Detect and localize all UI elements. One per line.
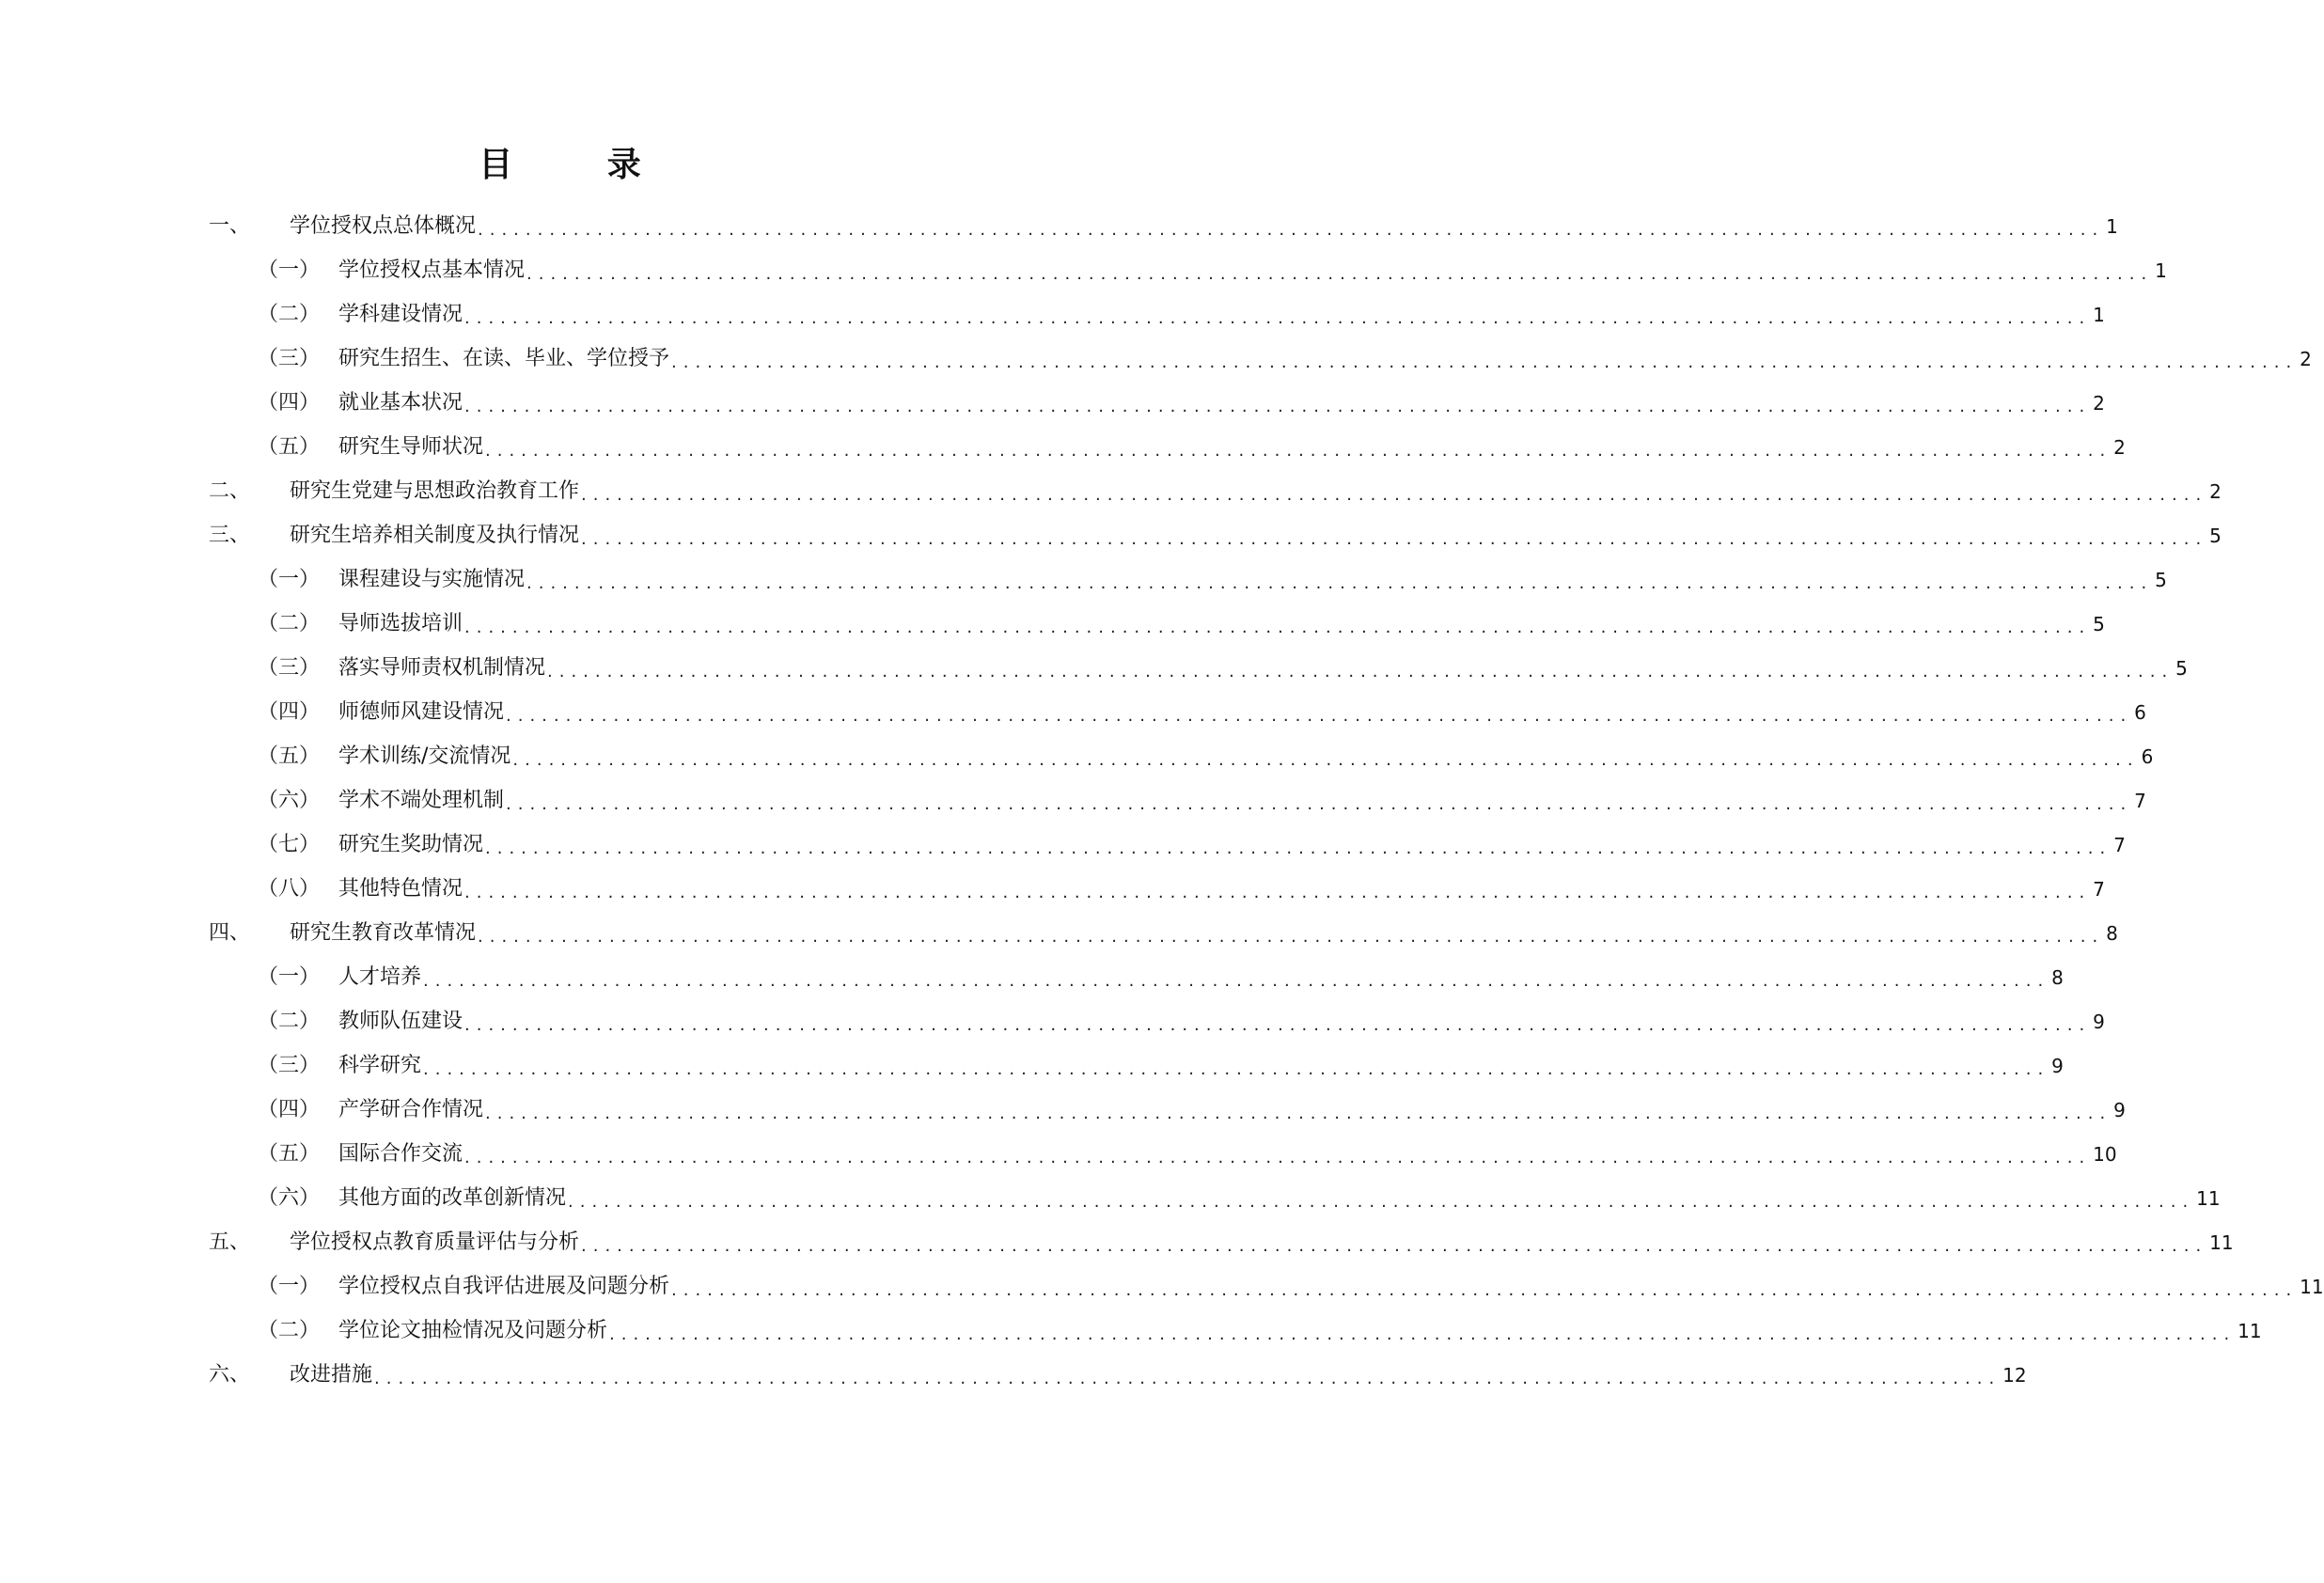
toc-entry-section[interactable] bbox=[209, 345, 2312, 389]
toc-page-number: 5 bbox=[2093, 613, 2105, 635]
toc-entry-label: 学科建设情况 bbox=[338, 303, 463, 326]
toc-entry-section[interactable] bbox=[209, 610, 2105, 654]
toc-entry-label: 研究生教育改革情况 bbox=[290, 921, 477, 945]
toc-entry-number: 二、 bbox=[209, 479, 251, 503]
toc-entry-section[interactable] bbox=[209, 654, 2188, 698]
toc-entry-number: （八） bbox=[258, 877, 321, 901]
toc-dot-leader: ........................................................................................................................................ bbox=[512, 750, 2140, 770]
toc-entry-label: 其他特色情况 bbox=[338, 877, 463, 901]
toc-page-number: 11 bbox=[2238, 1320, 2262, 1342]
toc-entry-number: （四） bbox=[258, 1098, 321, 1121]
toc-page-number: 12 bbox=[2002, 1364, 2027, 1387]
toc-entry-section[interactable] bbox=[209, 1008, 2105, 1052]
toc-entry-number: （二） bbox=[258, 303, 321, 326]
toc-dot-leader: ........................................................................................................................................ bbox=[485, 1104, 2112, 1123]
toc-page-number: 2 bbox=[2300, 348, 2312, 370]
toc-entry-label: 课程建设与实施情况 bbox=[338, 568, 526, 591]
toc-page-number: 7 bbox=[2134, 790, 2146, 812]
toc-dot-leader: ........................................................................................................................................ bbox=[671, 353, 2299, 372]
toc-dot-leader: ........................................................................................................................................ bbox=[464, 1015, 2092, 1035]
toc-entry-number: （三） bbox=[258, 656, 321, 680]
toc-dot-leader: ........................................................................................................................................ bbox=[581, 529, 2208, 549]
toc-entry-section[interactable] bbox=[209, 1317, 2262, 1361]
toc-dot-leader: ........................................................................................................................................ bbox=[526, 573, 2154, 593]
toc-entry-number: （二） bbox=[258, 612, 321, 635]
toc-entry-section[interactable] bbox=[209, 389, 2105, 433]
toc-dot-leader: ........................................................................................................................................ bbox=[478, 220, 2105, 240]
toc-dot-leader: ........................................................................................................................................ bbox=[464, 883, 2092, 902]
toc-entry-section[interactable] bbox=[209, 301, 2105, 345]
toc-dot-leader: ........................................................................................................................................ bbox=[506, 706, 2133, 726]
toc-entry-number: （一） bbox=[258, 1275, 321, 1298]
toc-entry-chapter[interactable] bbox=[209, 1361, 2027, 1405]
toc-entry-label: 科学研究 bbox=[338, 1054, 422, 1077]
toc-entry-label: 研究生招生、在读、毕业、学位授予 bbox=[338, 347, 670, 370]
toc-entry-label: 学术训练/交流情况 bbox=[338, 744, 511, 768]
toc-dot-leader: ........................................................................................................................................ bbox=[423, 1059, 2050, 1079]
toc-dot-leader: ........................................................................................................................................ bbox=[609, 1324, 2237, 1344]
table-of-contents bbox=[209, 212, 2324, 1405]
toc-entry-number: 六、 bbox=[209, 1363, 251, 1387]
toc-dot-leader: ........................................................................................................................................ bbox=[464, 397, 2092, 416]
toc-entry-section[interactable] bbox=[209, 743, 2154, 787]
toc-entry-number: 三、 bbox=[209, 524, 251, 547]
toc-entry-number: （五） bbox=[258, 435, 321, 459]
toc-entry-number: （二） bbox=[258, 1319, 321, 1342]
toc-entry-section[interactable] bbox=[209, 433, 2126, 478]
toc-entry-number: （三） bbox=[258, 347, 321, 370]
toc-page-number: 9 bbox=[2093, 1011, 2105, 1033]
toc-entry-label: 学位授权点自我评估进展及问题分析 bbox=[338, 1275, 670, 1298]
toc-dot-leader: ........................................................................................................................................ bbox=[478, 927, 2105, 947]
toc-page-number: 2 bbox=[2093, 392, 2105, 415]
toc-entry-section[interactable] bbox=[209, 1096, 2126, 1140]
toc-page-number: 7 bbox=[2113, 834, 2126, 856]
toc-entry-section[interactable] bbox=[209, 787, 2146, 831]
toc-dot-leader: ........................................................................................................................................ bbox=[374, 1369, 2002, 1388]
toc-entry-label: 就业基本状况 bbox=[338, 391, 463, 415]
toc-page-number: 6 bbox=[2141, 745, 2154, 768]
toc-entry-chapter[interactable] bbox=[209, 212, 2118, 257]
toc-entry-label: 落实导师责权机制情况 bbox=[338, 656, 546, 680]
toc-page-number: 8 bbox=[2051, 966, 2064, 989]
toc-entry-label: 改进措施 bbox=[290, 1363, 373, 1387]
toc-dot-leader: ........................................................................................................................................ bbox=[485, 441, 2112, 461]
toc-page-number: 5 bbox=[2155, 569, 2167, 591]
toc-dot-leader: ........................................................................................................................................ bbox=[568, 1192, 2195, 1212]
toc-page-number: 9 bbox=[2113, 1099, 2126, 1121]
toc-entry-section[interactable] bbox=[209, 1140, 2117, 1184]
toc-dot-leader: ........................................................................................................................................ bbox=[581, 485, 2208, 505]
toc-entry-number: （四） bbox=[258, 700, 321, 724]
toc-dot-leader: ........................................................................................................................................ bbox=[581, 1236, 2208, 1256]
toc-page-number: 2 bbox=[2113, 436, 2126, 459]
toc-dot-leader: ........................................................................................................................................ bbox=[526, 264, 2154, 284]
toc-entry-chapter[interactable] bbox=[209, 478, 2222, 522]
toc-entry-label: 教师队伍建设 bbox=[338, 1010, 463, 1033]
toc-entry-label: 师德师风建设情况 bbox=[338, 700, 505, 724]
toc-entry-label: 学位授权点基本情况 bbox=[338, 259, 526, 282]
toc-page-number: 11 bbox=[2209, 1231, 2234, 1254]
toc-page-number: 5 bbox=[2175, 657, 2188, 680]
toc-entry-label: 导师选拔培训 bbox=[338, 612, 463, 635]
toc-entry-label: 研究生培养相关制度及执行情况 bbox=[290, 524, 580, 547]
toc-page-number: 5 bbox=[2209, 525, 2222, 547]
toc-entry-number: （三） bbox=[258, 1054, 321, 1077]
toc-page-number: 11 bbox=[2300, 1276, 2324, 1298]
toc-entry-section[interactable] bbox=[209, 964, 2064, 1008]
toc-entry-label: 研究生党建与思想政治教育工作 bbox=[290, 479, 580, 503]
toc-entry-label: 研究生导师状况 bbox=[338, 435, 484, 459]
toc-entry-label: 学位论文抽检情况及问题分析 bbox=[338, 1319, 608, 1342]
toc-page-number: 9 bbox=[2051, 1055, 2064, 1077]
toc-entry-section[interactable] bbox=[209, 566, 2167, 610]
toc-entry-number: （二） bbox=[258, 1010, 321, 1033]
toc-page-number: 7 bbox=[2093, 878, 2105, 901]
toc-page-number: 8 bbox=[2106, 922, 2118, 945]
toc-entry-number: （六） bbox=[258, 1186, 321, 1210]
toc-dot-leader: ........................................................................................................................................ bbox=[547, 662, 2175, 682]
toc-entry-section[interactable] bbox=[209, 1052, 2064, 1096]
toc-page-number: 1 bbox=[2106, 215, 2118, 238]
toc-entry-chapter[interactable] bbox=[209, 522, 2222, 566]
toc-entry-label: 产学研合作情况 bbox=[338, 1098, 484, 1121]
toc-entry-number: （五） bbox=[258, 1142, 321, 1166]
toc-entry-number: 一、 bbox=[209, 214, 251, 238]
toc-entry-number: （一） bbox=[258, 965, 321, 989]
page-title: 目 录 bbox=[479, 146, 683, 184]
toc-dot-leader: ........................................................................................................................................ bbox=[671, 1280, 2299, 1300]
toc-dot-leader: ........................................................................................................................................ bbox=[423, 971, 2050, 991]
toc-page-number: 1 bbox=[2093, 304, 2105, 326]
toc-entry-number: 四、 bbox=[209, 921, 251, 945]
toc-entry-number: （四） bbox=[258, 391, 321, 415]
toc-page-number: 1 bbox=[2155, 259, 2167, 282]
toc-entry-section[interactable] bbox=[209, 698, 2146, 743]
toc-page-number: 6 bbox=[2134, 701, 2146, 724]
toc-dot-leader: ........................................................................................................................................ bbox=[485, 839, 2112, 858]
toc-entry-label: 学术不端处理机制 bbox=[338, 789, 505, 812]
toc-entry-label: 人才培养 bbox=[338, 965, 422, 989]
toc-entry-number: （五） bbox=[258, 744, 321, 768]
toc-entry-section[interactable] bbox=[209, 831, 2126, 875]
toc-entry-section[interactable] bbox=[209, 1273, 2324, 1317]
toc-page-number: 10 bbox=[2093, 1143, 2117, 1166]
toc-entry-label: 学位授权点总体概况 bbox=[290, 214, 477, 238]
toc-dot-leader: ........................................................................................................................................ bbox=[506, 794, 2133, 814]
toc-entry-number: （六） bbox=[258, 789, 321, 812]
toc-entry-label: 国际合作交流 bbox=[338, 1142, 463, 1166]
toc-entry-number: 五、 bbox=[209, 1230, 251, 1254]
toc-page-number: 11 bbox=[2196, 1187, 2221, 1210]
toc-dot-leader: ........................................................................................................................................ bbox=[464, 618, 2092, 637]
toc-entry-number: （一） bbox=[258, 259, 321, 282]
toc-entry-label: 研究生奖助情况 bbox=[338, 833, 484, 856]
toc-entry-chapter[interactable] bbox=[209, 1229, 2234, 1273]
toc-entry-number: （一） bbox=[258, 568, 321, 591]
toc-entry-label: 学位授权点教育质量评估与分析 bbox=[290, 1230, 580, 1254]
toc-entry-section[interactable] bbox=[209, 257, 2167, 301]
toc-dot-leader: ........................................................................................................................................ bbox=[464, 308, 2092, 328]
toc-entry-section[interactable] bbox=[209, 1184, 2221, 1229]
toc-entry-label: 其他方面的改革创新情况 bbox=[338, 1186, 567, 1210]
toc-entry-chapter[interactable] bbox=[209, 919, 2118, 964]
toc-dot-leader: ........................................................................................................................................ bbox=[464, 1148, 2092, 1168]
toc-entry-section[interactable] bbox=[209, 875, 2105, 919]
toc-entry-number: （七） bbox=[258, 833, 321, 856]
toc-page-number: 2 bbox=[2209, 480, 2222, 503]
